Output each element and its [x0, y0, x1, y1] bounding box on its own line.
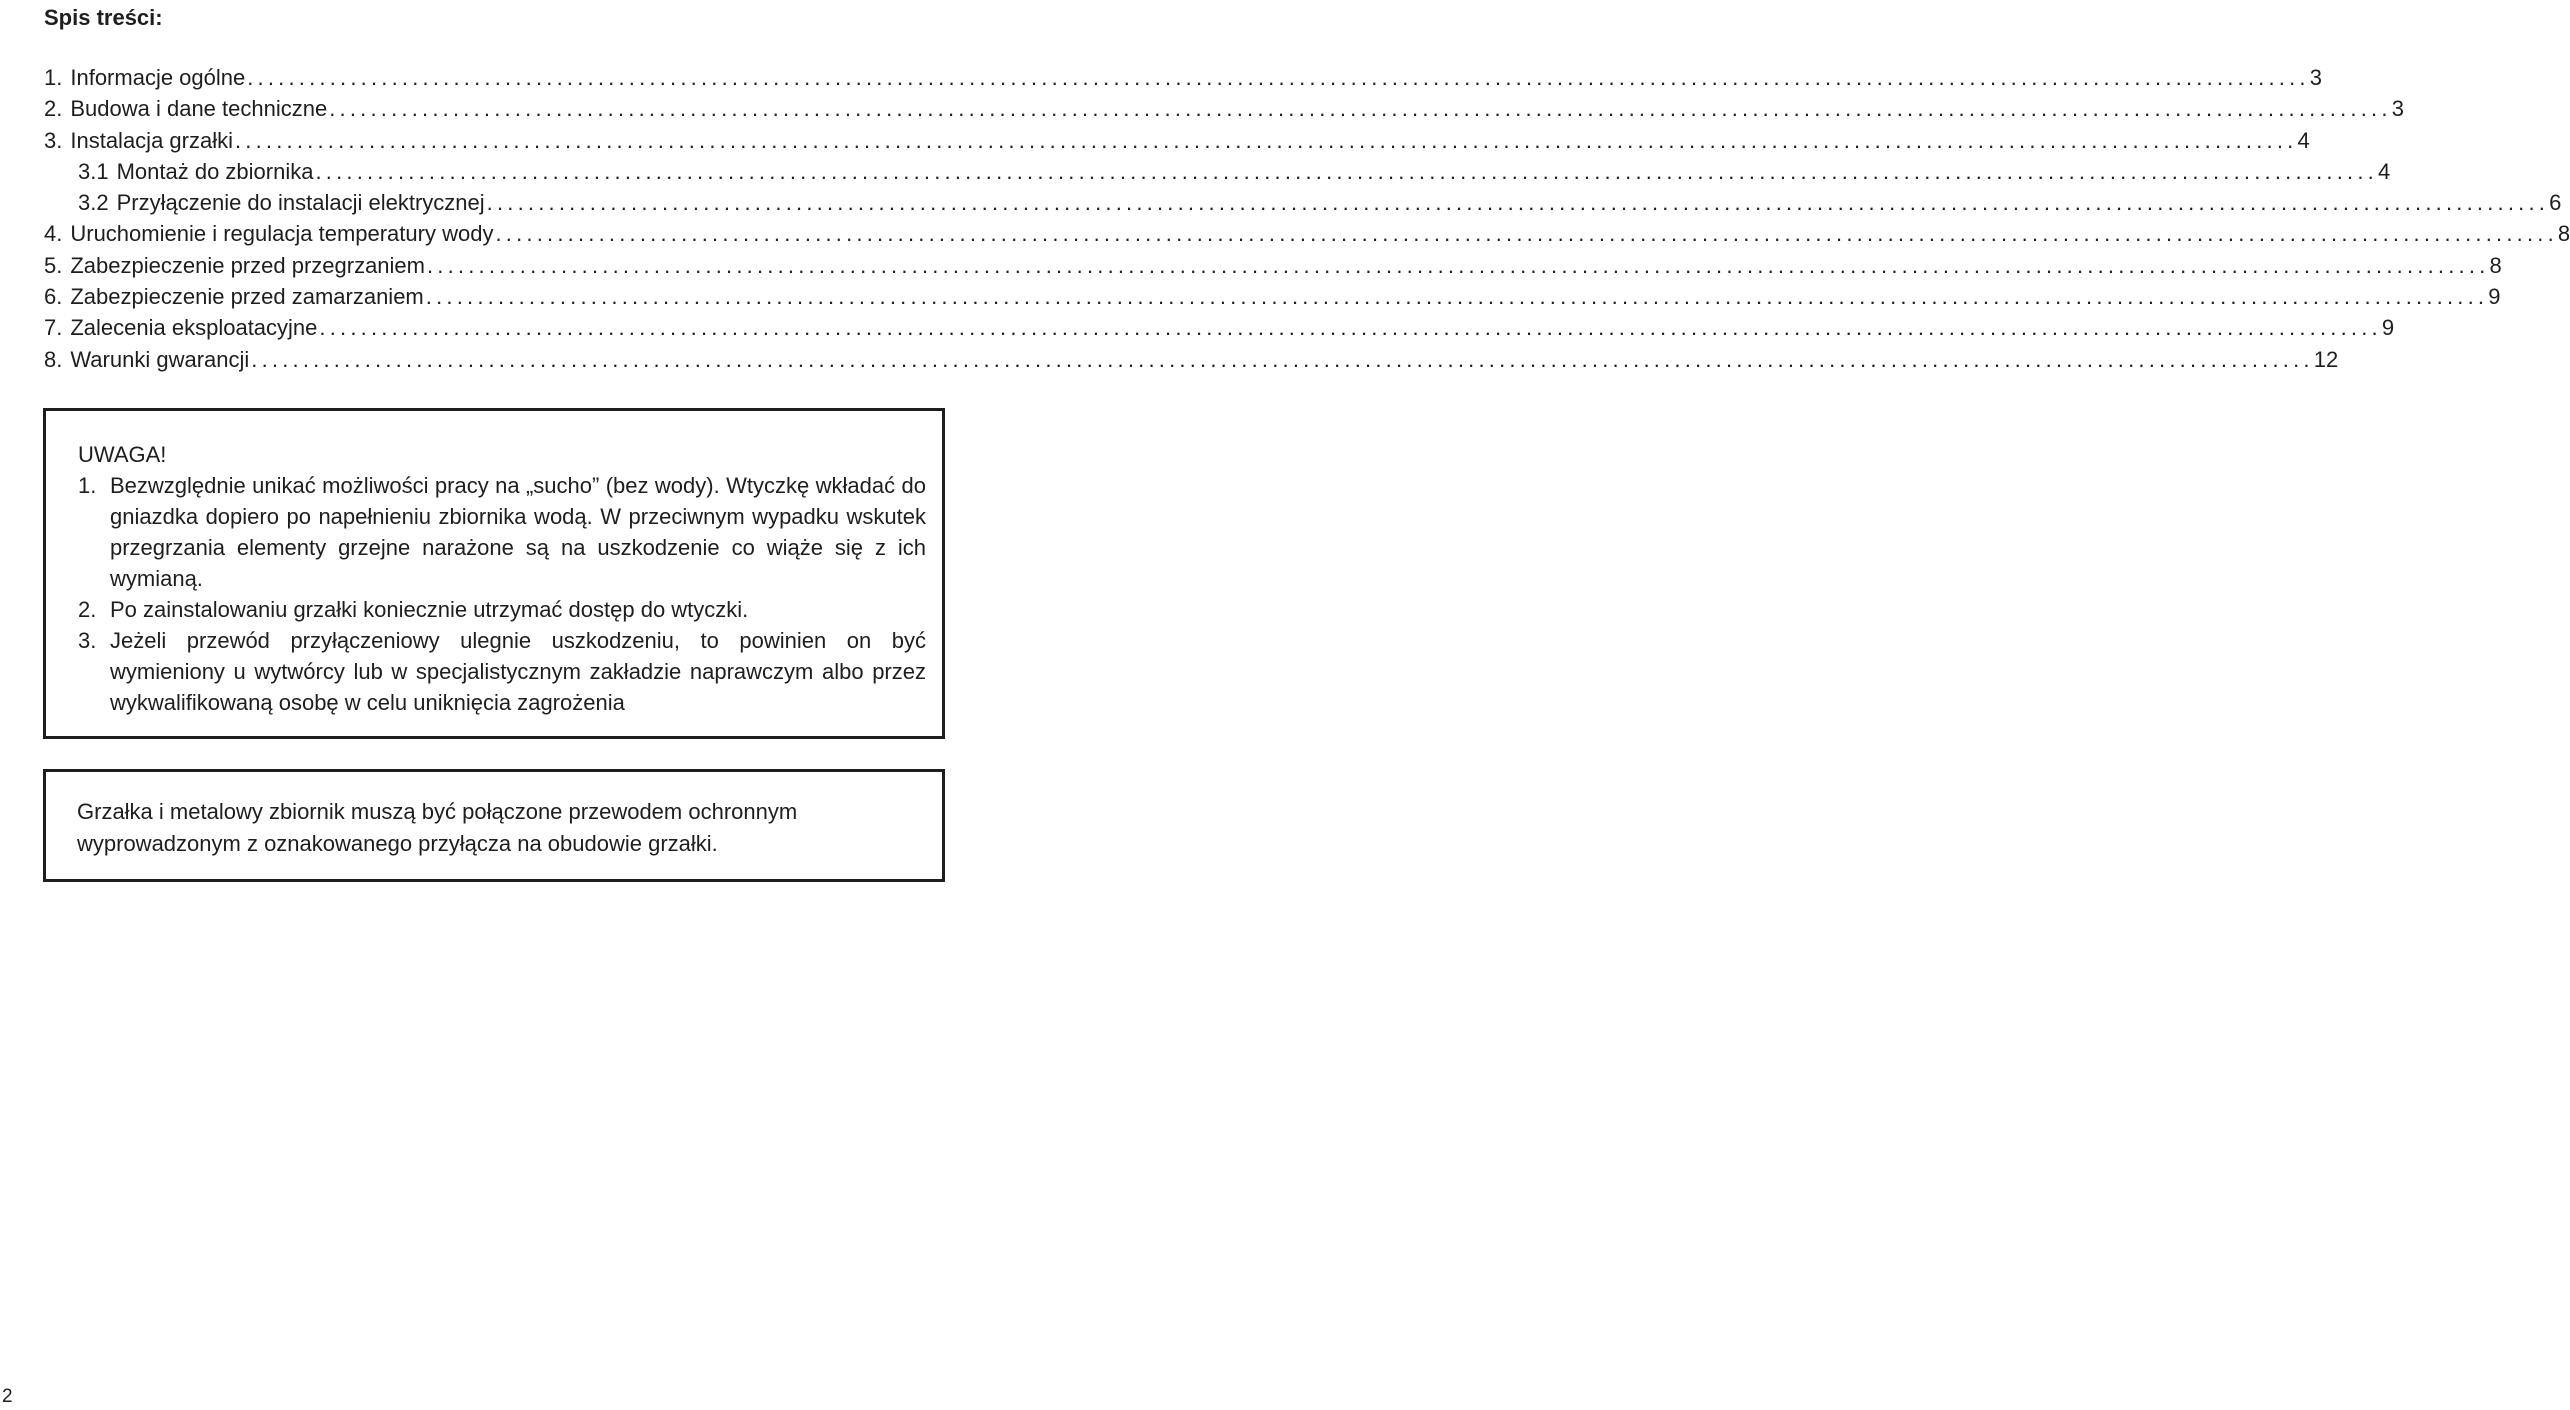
grounding-note-box — [43, 769, 945, 882]
toc-entry-page: 9 — [2381, 315, 2395, 341]
warning-box — [43, 408, 945, 739]
toc-dot-leader: ........................................................................................................................................................................................................ — [315, 158, 2378, 184]
toc-entry[interactable] — [44, 62, 2322, 93]
page-number: 2 — [2, 1386, 13, 1407]
toc-entry[interactable] — [44, 312, 2395, 343]
toc-subentry[interactable] — [44, 187, 2562, 218]
warning-title: UWAGA! — [78, 442, 167, 467]
toc-entry-number: 6. — [44, 284, 63, 310]
toc-entry-page: 8 — [2489, 252, 2502, 278]
toc-dot-leader: ........................................................................................................................................................................................................ — [425, 284, 2489, 310]
toc-entry-page: 3 — [2391, 96, 2404, 122]
toc-dot-leader: ........................................................................................................................................................................................................ — [427, 252, 2490, 278]
toc-entry-number: 3.1 — [78, 158, 109, 184]
toc-entry-number: 4. — [44, 221, 63, 247]
grounding-note-text: Grzałka i metalowy zbiornik muszą być połączone przewodem ochronnym wyprowadzonym z oznakowanego przyłącza na obudowie grzałki. — [77, 799, 798, 856]
toc-entry[interactable] — [44, 250, 2502, 281]
toc-entry-number: 5. — [44, 252, 63, 278]
toc-entry-number: 1. — [44, 65, 63, 90]
warning-item-number: 3. — [78, 628, 97, 653]
toc-entry-label: Zabezpieczenie przed przegrzaniem — [70, 252, 425, 278]
toc-entry[interactable] — [44, 218, 2570, 249]
toc-dot-leader: ........................................................................................................................................................................................................ — [329, 96, 2392, 122]
toc-dot-leader: ........................................................................................................................................................................................................ — [486, 190, 2550, 216]
warning-item-text: Jeżeli przewód przyłączeniowy ulegnie uszkodzeniu, to powinien on być wymieniony u wytwórcy lub w specjalistycznym zakładzie naprawczym albo przez wykwalifikowaną osobę w celu uniknięcia zagrożenia — [110, 628, 926, 715]
toc-entry-label: Zalecenia eksploatacyjne — [70, 315, 318, 341]
toc-entry-page: 3 — [2309, 65, 2322, 90]
toc-entry[interactable] — [44, 125, 2310, 156]
toc-entry-number: 7. — [44, 315, 63, 341]
toc-entry-number: 2. — [44, 96, 63, 122]
toc-entry-page: 9 — [2488, 284, 2501, 310]
toc-dot-leader: ........................................................................................................................................................................................................ — [495, 221, 2558, 247]
toc-dot-leader: ........................................................................................................................................................................................................ — [319, 315, 2382, 341]
toc-entry-label: Warunki gwarancji — [70, 346, 250, 372]
toc-dot-leader: ........................................................................................................................................................................................................ — [247, 65, 2310, 90]
warning-item-number: 2. — [78, 597, 97, 622]
toc-entry-label: Przyłączenie do instalacji elektrycznej — [116, 190, 485, 216]
warning-item-text: Bezwzględnie unikać możliwości pracy na „sucho” (bez wody). Wtyczkę wkładać do gniazdka dopiero po napełnieniu zbiornika wodą. W przeciwnym wypadku wskutek przegrzania elementy grzejne narażone są na uszkodzenie co wiąże się z ich wymianą. — [110, 473, 926, 591]
toc-entry-page: 8 — [2557, 221, 2570, 247]
toc-entry-number: 8. — [44, 346, 63, 372]
table-of-contents — [44, 62, 2570, 375]
toc-entry[interactable] — [44, 281, 2501, 312]
toc-entry-page: 4 — [2377, 158, 2391, 184]
toc-dot-leader: ........................................................................................................................................................................................................ — [235, 127, 2298, 153]
toc-entry-page: 4 — [2297, 127, 2310, 153]
toc-entry-number: 3. — [44, 127, 63, 153]
toc-subentry[interactable] — [44, 156, 2391, 187]
toc-entry-number: 3.2 — [78, 190, 109, 216]
warning-item — [78, 470, 926, 594]
toc-entry[interactable] — [44, 93, 2404, 124]
toc-entry-label: Uruchomienie i regulacja temperatury wody — [70, 221, 494, 247]
warning-item — [78, 594, 926, 625]
warning-item-text: Po zainstalowaniu grzałki koniecznie utrzymać dostęp do wtyczki. — [110, 597, 749, 622]
toc-entry[interactable] — [44, 344, 2339, 375]
toc-entry-label: Instalacja grzałki — [70, 127, 233, 153]
toc-entry-label: Budowa i dane techniczne — [70, 96, 328, 122]
toc-entry-label: Zabezpieczenie przed zamarzaniem — [70, 284, 424, 310]
toc-dot-leader: ........................................................................................................................................................................................................ — [251, 346, 2314, 372]
toc-entry-label: Informacje ogólne — [70, 65, 246, 90]
warning-item — [78, 625, 926, 718]
toc-entry-page: 12 — [2313, 346, 2339, 372]
toc-entry-page: 6 — [2549, 190, 2562, 216]
toc-title: Spis treści: — [44, 5, 163, 30]
toc-entry-label: Montaż do zbiornika — [116, 158, 314, 184]
warning-item-number: 1. — [78, 473, 97, 498]
warning-list — [78, 470, 926, 718]
